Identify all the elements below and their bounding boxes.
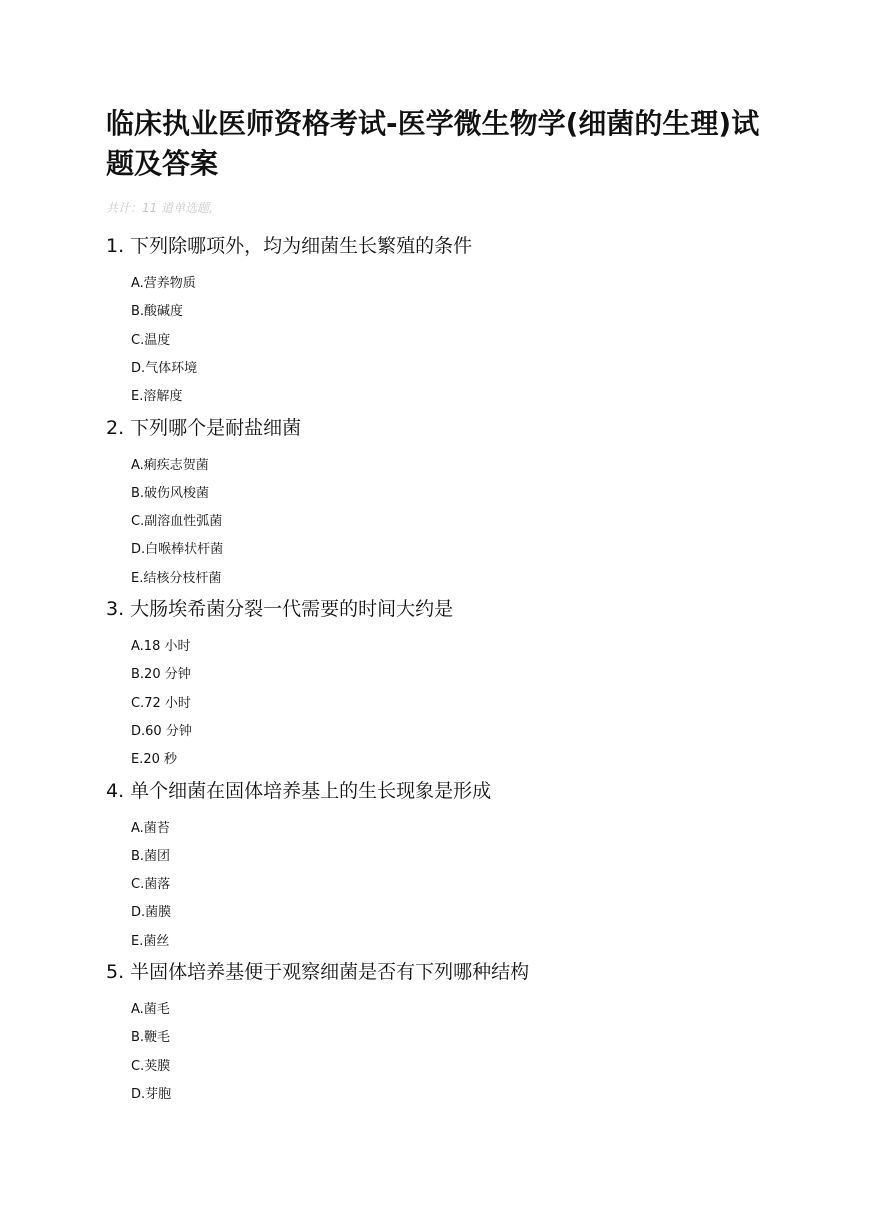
question-2 — [106, 415, 806, 597]
option-a: A.营养物质 — [131, 276, 196, 291]
option-b: B.菌团 — [131, 848, 171, 864]
question-5 — [106, 959, 806, 1141]
option-a: A.菌苔 — [131, 820, 170, 836]
question-1 — [106, 233, 806, 415]
option-e: E.20 秒 — [131, 752, 178, 768]
option-e: E.菌丝 — [131, 933, 170, 949]
option-e: E.溶解度 — [131, 389, 183, 405]
question-title: 4. 单个细菌在固体培养基上的生长现象是形成 — [106, 779, 492, 802]
option-d: D.菌膜 — [131, 905, 172, 921]
option-a: A.痢疾志贺菌 — [131, 457, 209, 473]
option-c: C.菌落 — [131, 877, 171, 893]
question-title: 3. 大肠埃希菌分裂一代需要的时间大约是 — [106, 598, 454, 620]
option-d: D.白喉棒状杆菌 — [131, 542, 224, 558]
question-title: 1. 下列除哪项外，均为细菌生长繁殖的条件 — [106, 235, 473, 257]
question-title: 2. 下列哪个是耐盐细菌 — [106, 416, 302, 439]
option-c: C.副溶血性弧菌 — [131, 514, 223, 530]
option-d: D.60 分钟 — [131, 723, 192, 739]
document-title: 临床执业医师资格考试-医学微生物学(细菌的生理)试题及答案 — [106, 107, 760, 180]
option-c: C.72 小时 — [131, 695, 191, 711]
option-b: B.鞭毛 — [131, 1030, 171, 1046]
option-c: C.荚膜 — [131, 1058, 171, 1074]
option-d: D.芽胞 — [131, 1086, 172, 1102]
option-d: D.气体环境 — [131, 360, 198, 376]
option-b: B.酸碱度 — [131, 304, 184, 320]
option-c: C.温度 — [131, 332, 171, 348]
question-title: 5. 半固体培养基便于观察细菌是否有下列哪种结构 — [106, 961, 530, 983]
option-a: A.18 小时 — [131, 639, 191, 654]
question-4 — [106, 778, 806, 960]
option-b: B.破伤风梭菌 — [131, 485, 210, 501]
option-a: A.菌毛 — [131, 1002, 170, 1017]
option-e: E.结核分枝杆菌 — [131, 570, 222, 586]
question-summary: 共计：11 道单选题, — [106, 201, 213, 215]
question-list — [106, 233, 806, 1141]
option-b: B.20 分钟 — [131, 667, 191, 683]
question-3 — [106, 596, 806, 778]
